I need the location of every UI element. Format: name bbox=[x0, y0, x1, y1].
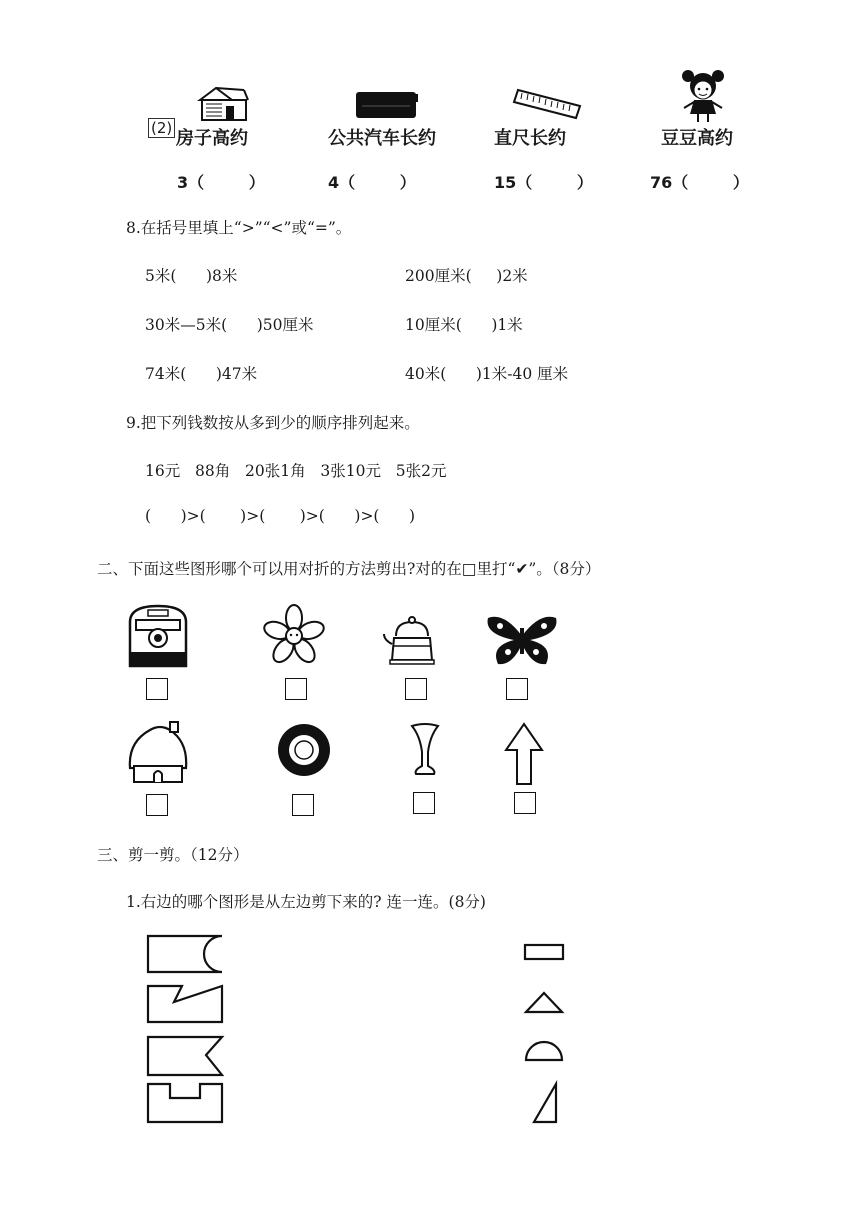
bus-length-label: 公共汽车长约 bbox=[328, 128, 436, 149]
cut-semicircle-shape[interactable] bbox=[146, 932, 226, 976]
q8-row1-right: 200厘米( )2米 bbox=[405, 267, 528, 285]
house-height-label: 房子高约 bbox=[176, 128, 248, 149]
q9-blanks: ( )>( )>( )>( )>( ) bbox=[145, 507, 416, 525]
section3-q1-title: 1.右边的哪个图形是从左边剪下来的? 连一连。(8分) bbox=[126, 893, 486, 911]
ruler-icon bbox=[514, 84, 584, 120]
house-height-answer: 3（ ） bbox=[177, 173, 265, 192]
right-triangle-shape[interactable] bbox=[530, 1080, 562, 1126]
q9-values: 16元 88角 20张1角 3张10元 5张2元 bbox=[145, 462, 447, 480]
answer-box-teapot[interactable] bbox=[405, 678, 427, 700]
arrow-icon bbox=[504, 722, 544, 786]
ring-icon bbox=[276, 722, 332, 778]
vase-icon bbox=[408, 722, 442, 778]
q9-title: 9.把下列钱数按从多到少的顺序排列起来。 bbox=[126, 414, 420, 432]
answer-box-vase[interactable] bbox=[413, 792, 435, 814]
semicircle-shape[interactable] bbox=[522, 1038, 566, 1064]
answer-box-ring[interactable] bbox=[292, 794, 314, 816]
cut-rectangle-notch-shape[interactable] bbox=[146, 1082, 226, 1126]
answer-box-butterfly[interactable] bbox=[506, 678, 528, 700]
answer-box-flower[interactable] bbox=[285, 678, 307, 700]
answer-box-arrow[interactable] bbox=[514, 792, 536, 814]
q8-row1-left: 5米( )8米 bbox=[145, 267, 238, 285]
ruler-length-label: 直尺长约 bbox=[494, 128, 566, 149]
q8-row2-right: 10厘米( )1米 bbox=[405, 316, 523, 334]
teapot-icon bbox=[382, 612, 442, 668]
section2-title: 二、下面这些图形哪个可以用对折的方法剪出?对的在□里打“✔”。（8分） bbox=[97, 560, 601, 578]
ruler-length-answer: 15（ ） bbox=[494, 173, 593, 192]
q7-part2-label: (2) bbox=[148, 118, 175, 138]
rectangle-shape[interactable] bbox=[522, 942, 566, 964]
section3-title: 三、剪一剪。（12分） bbox=[97, 846, 249, 864]
cut-v-notch-shape[interactable] bbox=[146, 1033, 226, 1079]
girl-icon bbox=[678, 68, 728, 124]
q8-row2-left: 30米—5米( )50厘米 bbox=[145, 316, 314, 334]
house-icon bbox=[196, 86, 250, 122]
girl-height-answer: 76（ ） bbox=[650, 173, 749, 192]
girl-height-label: 豆豆高约 bbox=[661, 128, 733, 149]
butterfly-icon bbox=[484, 612, 560, 668]
answer-box-train[interactable] bbox=[146, 678, 168, 700]
answer-box-cottage[interactable] bbox=[146, 794, 168, 816]
cottage-icon bbox=[126, 718, 190, 784]
triangle-shape[interactable] bbox=[522, 990, 566, 1016]
cut-triangle-notch-shape[interactable] bbox=[146, 982, 226, 1028]
q8-row3-left: 74米( )47米 bbox=[145, 365, 258, 383]
train-icon bbox=[126, 604, 190, 668]
flower-icon bbox=[262, 604, 326, 670]
q8-title: 8.在括号里填上“>”“<”或“=”。 bbox=[126, 219, 352, 237]
bus-length-answer: 4（ ） bbox=[328, 173, 416, 192]
q8-row3-right: 40米( )1米-40 厘米 bbox=[405, 365, 569, 383]
bus-icon bbox=[354, 88, 420, 120]
